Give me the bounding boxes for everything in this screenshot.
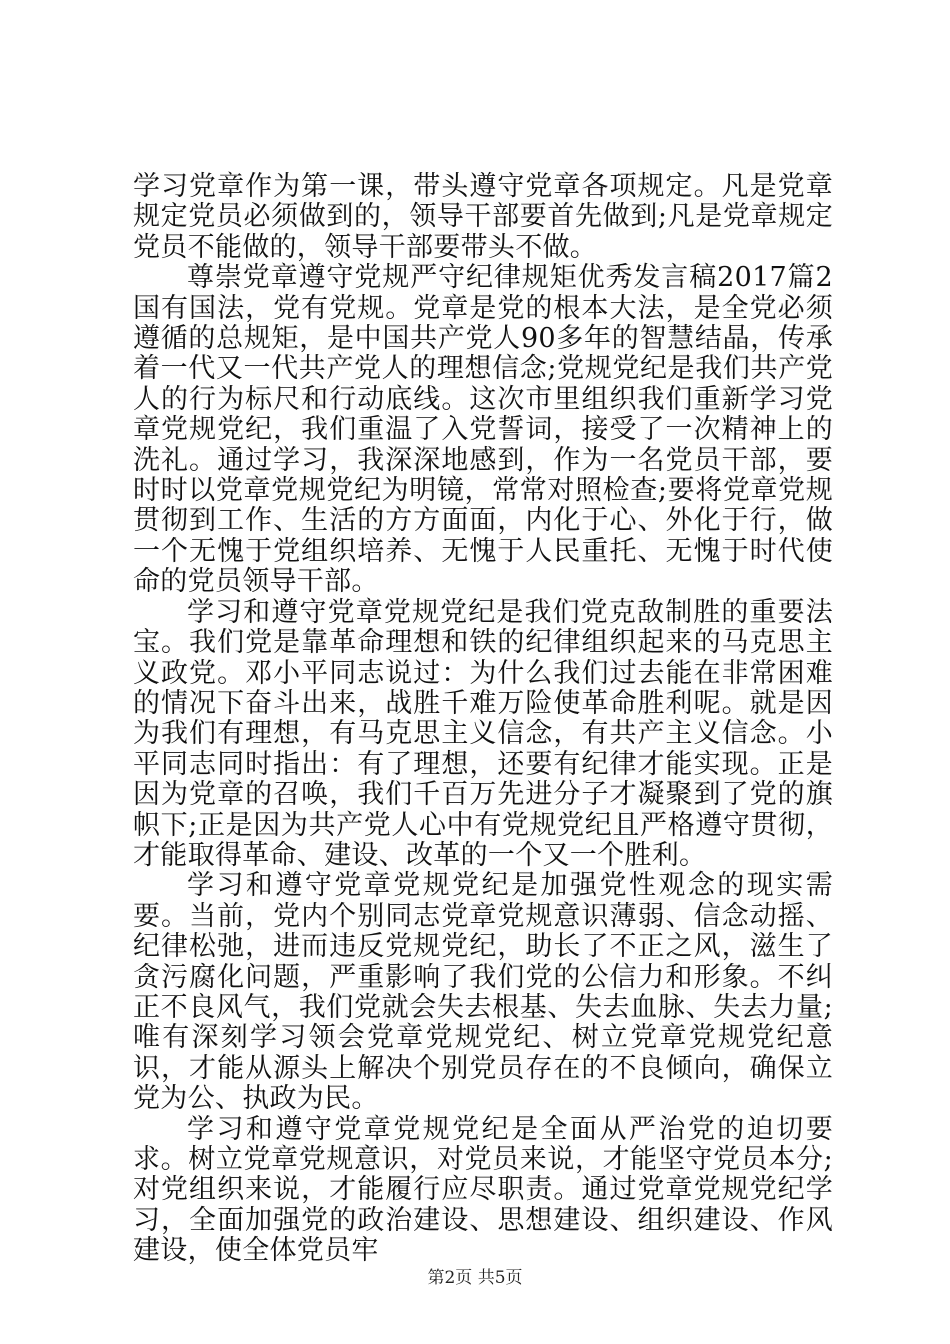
paragraph-3: 学习和遵守党章党规党纪是我们党克敌制胜的重要法宝。我们党是靠革命理想和铁的纪律组织起来的马克思主义政党。邓小平同志说过：为什么我们过去能在非常困难的情况下奋斗出来，战胜千难万险使革命胜利呢。就是因为我们有理想，有马克思主义信念，有共产主义信念。小平同志同时指出：有了理想，还要有纪律才能实现。正是因为党章的召唤，我们千百万先进分子才凝聚到了党的旗帜下;正是因为共产党人心中有党规党纪且严格遵守贯彻，才能取得革命、建设、改革的一个又一个胜利。 [133,596,833,871]
paragraph-4: 学习和遵守党章党规党纪是加强党性观念的现实需要。当前，党内个别同志党章党规意识薄弱、信念动摇、纪律松弛，进而违反党规党纪，助长了不正之风，滋生了贪污腐化问题，严重影响了我们党的公信力和形象。不纠正不良风气，我们党就会失去根基、失去血脉、失去力量;唯有深刻学习领会党章党规党纪、树立党章党规党纪意识，才能从源头上解决个别党员存在的不良倾向，确保立党为公、执政为民。 [133,870,833,1115]
paragraph-2: 尊崇党章遵守党规严守纪律规矩优秀发言稿2017篇2国有国法，党有党规。党章是党的根本大法，是全党必须遵循的总规矩，是中国共产党人90多年的智慧结晶，传承着一代又一代共产党人的理想信念;党规党纪是我们共产党人的行为标尺和行动底线。这次市里组织我们重新学习党章党规党纪，我们重温了入党誓词，接受了一次精神上的洗礼。通过学习，我深深地感到，作为一名党员干部，要时时以党章党规党纪为明镜，常常对照检查;要将党章党规贯彻到工作、生活的方方面面，内化于心、外化于行，做一个无愧于党组织培养、无愧于人民重托、无愧于时代使命的党员领导干部。 [133,262,833,598]
paragraph-1: 学习党章作为第一课，带头遵守党章各项规定。凡是党章规定党员必须做到的，领导干部要首先做到;凡是党章规定党员不能做的，领导干部要带头不做。 [133,171,833,263]
body-text [133,172,833,1267]
paragraph-5: 学习和遵守党章党规党纪是全面从严治党的迫切要求。树立党章党规意识，对党员来说，才能坚守党员本分;对党组织来说，才能履行应尽职责。通过党章党规党纪学习，全面加强党的政治建设、思想建设、组织建设、作风建设，使全体党员牢 [133,1113,833,1267]
page-number-footer: 第2页 共5页 [427,1268,523,1288]
